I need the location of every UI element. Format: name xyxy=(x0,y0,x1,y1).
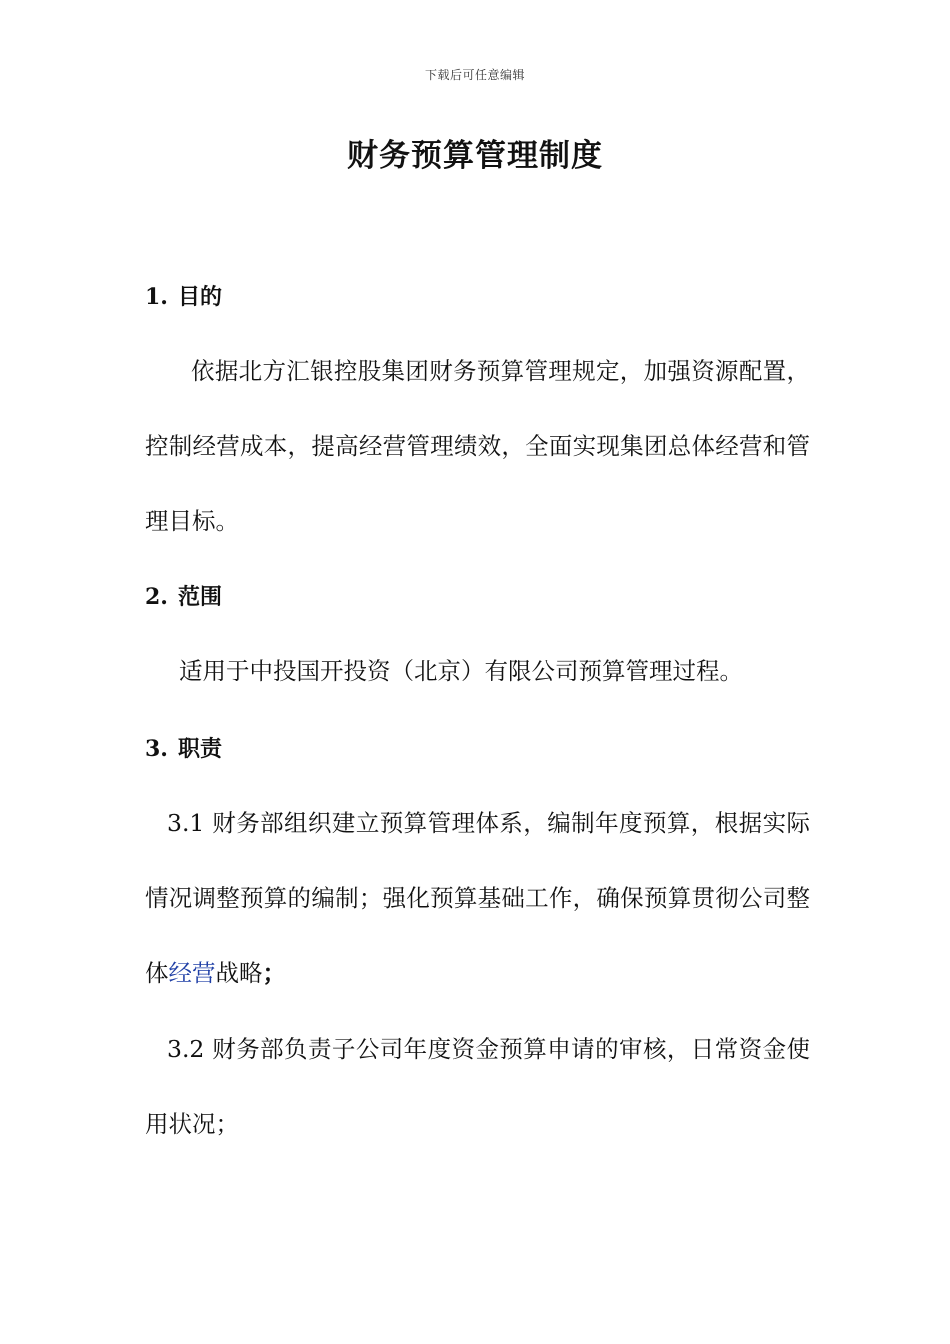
item-text: 3.1 财务部组织建立预算管理体系，编制年度预算，根据实际情况调整预算的编制；强化预算基础工作，确保预算贯彻公司整体 xyxy=(145,809,810,987)
item-link-text[interactable]: 经营 xyxy=(168,959,216,987)
section-number: 3. xyxy=(145,736,168,762)
responsibility-item-3-2: 3.2 财务部负责子公司年度资金预算申请的审核，日常资金使用状况； xyxy=(145,1035,810,1138)
responsibility-item-3-1 xyxy=(145,786,810,1011)
header-note: 下载后可任意编辑 xyxy=(424,68,525,82)
section-heading-responsibilities xyxy=(145,732,222,763)
section-number: 2. xyxy=(145,584,168,610)
document-title: 财务预算管理制度 xyxy=(347,138,603,174)
section-title: 范围 xyxy=(177,584,222,610)
section-paragraph-scope: 适用于中投国开投资（北京）有限公司预算管理过程。 xyxy=(179,657,743,685)
section-title: 职责 xyxy=(177,736,222,762)
item-text-after: 战略 xyxy=(215,959,263,987)
section-title: 目的 xyxy=(177,284,222,310)
item-end-mark: ； xyxy=(262,959,286,987)
section-number: 1. xyxy=(145,284,168,310)
section-heading-purpose xyxy=(145,280,222,311)
section-paragraph-purpose: 依据北方汇银控股集团财务预算管理规定，加强资源配置，控制经营成本，提高经营管理绩效，全面实现集团总体经营和管理目标。 xyxy=(145,357,810,535)
section-heading-scope xyxy=(145,580,222,611)
